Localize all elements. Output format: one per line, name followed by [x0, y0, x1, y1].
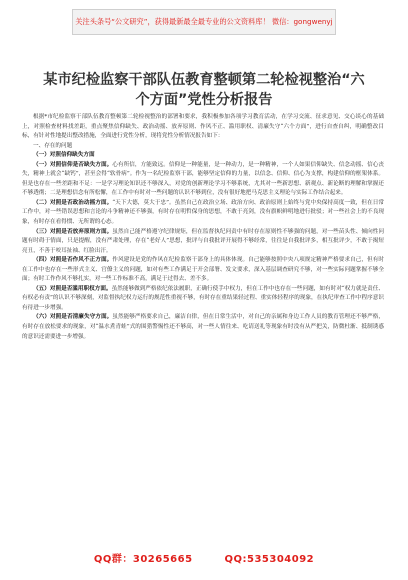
paragraph: （一）对照信仰是否缺失方面。心有所信，方能致远。信仰是一种能量，是一种动力，是一种精神，一个人如果信仰缺失、信念动摇、信心丧失，精神上就会“缺钙”，甚至会得“软骨病”。作为一名纪检监察干部，能够坚定信仰的力量，以信念、信仰、信心为支撑，构建信仰的框架体系。但是也存在一些差距和不足：一是学习理论知识还不够深入，对党的创新理论学习不够系统，尤其对一些新思想、新观点、新论断的理解和掌握还不够透彻；二是理想信念有所松懈，在工作中有时对一些问题的认识不够到位，没有很好地把马克思主义理论与实际工作结合起来。: [22, 161, 384, 197]
paragraph: （五）对照是否滥用职权方面。虽然能够做到严格依纪依法履职，正确行使手中权力，但在工作中也存在一些问题，如有时对“权力就是责任、有权必有责”的认识不够深刻，对监督执纪权力运行的规范性重视不够，有时存在重结果轻过程、重实体轻程序的现象，在执纪审查工作中程序意识有待进一步增强。: [22, 285, 384, 311]
document-title-line-2: 个方面”党性分析报告: [135, 92, 273, 108]
qq-group-text: QQ群：30265665: [93, 554, 193, 565]
paragraph: （四）对照是否作风不正方面。作风建设是党的作风在纪检监察干部身上的具体体现。自己能够按照中央八项规定精神严格要求自己，但有时在工作中也存在一些形式主义、官僚主义的问题，如对有些工作满足于开会部署、发文要求，深入基层调查研究不够，对一些实际问题掌握不够全面；有时工作作风不够扎实，对一些工作标准不高，满足于过得去、差不多。: [22, 257, 384, 283]
qq-text: QQ:535304092: [224, 554, 315, 565]
document-title: [22, 70, 386, 110]
paragraph: （三）对照是否放弃原则方面。虽然自己能严格遵守纪律规矩，但在监督执纪问责中有时存在原则性不够强的问题，对一些苗头性、倾向性问题有时碍于情面，只是提醒，没有严肃处理，存在“老好人”思想，批评与自我批评开展得不够经常，往往是自我批评多，相互批评少，不敢于揭短亮丑，不善于咬耳扯袖、红脸出汗。: [22, 228, 384, 254]
section-heading: 一、存在的问题: [33, 142, 73, 149]
promo-banner-text: 关注头条号“公文研究”，获得最新最全最专业的公文资料库！ 微信：gongwenyj: [75, 17, 333, 26]
paragraph: （二）对照是否政治动摇方面。“天下大德，莫大于忠”。虽然自己在政治立场、政治方向、政治原则上始终与党中央保持高度一致，但在日常工作中，对一些错误思想和言论的斗争精神还不够强，有时存在明哲保身的思想，不敢于亮剑，没有旗帜鲜明地进行批驳；对一些社会上的不良现象，有时存在看得惯、无所谓的心态。: [22, 199, 384, 226]
paragraph: 根据*市纪检监察干部队伍教育整顿第二轮检视整治的部署和要求，我积极参加各项学习教育活动，在学习交流、征求意见、交心谈心的基础上，对照检查材料找差距，重点聚焦信仰缺失、政治动摇、放弃原则、作风不正、滥用职权、清廉失守“六个方面”，进行自查自纠，明确整改目标，有针对性地提出整改措施，全面进行党性分析，现将党性分析情况报告如下：: [22, 114, 384, 140]
document-title-line-1: 某市纪检监察干部队伍教育整顿第二轮检视整治“六: [43, 72, 365, 88]
contact-footer: [0, 550, 408, 565]
paragraph: （六）对照是否清廉失守方面。虽然能够严格要求自己，廉洁自律，但在日常生活中，对自己的亲属和身边工作人员的教育管理还不够严格，有时存在放松要求的现象，对“温水煮青蛙”式的围猎警惕性还不够高，对一些人情往来、吃请送礼等现象有时没有从严把关，防微杜渐、抵制诱惑的意识还需要进一步增强。: [22, 314, 384, 340]
document-body: [22, 113, 384, 342]
promo-banner: [72, 9, 336, 35]
subsection-heading: （一）对照信仰缺失方面: [33, 152, 95, 159]
